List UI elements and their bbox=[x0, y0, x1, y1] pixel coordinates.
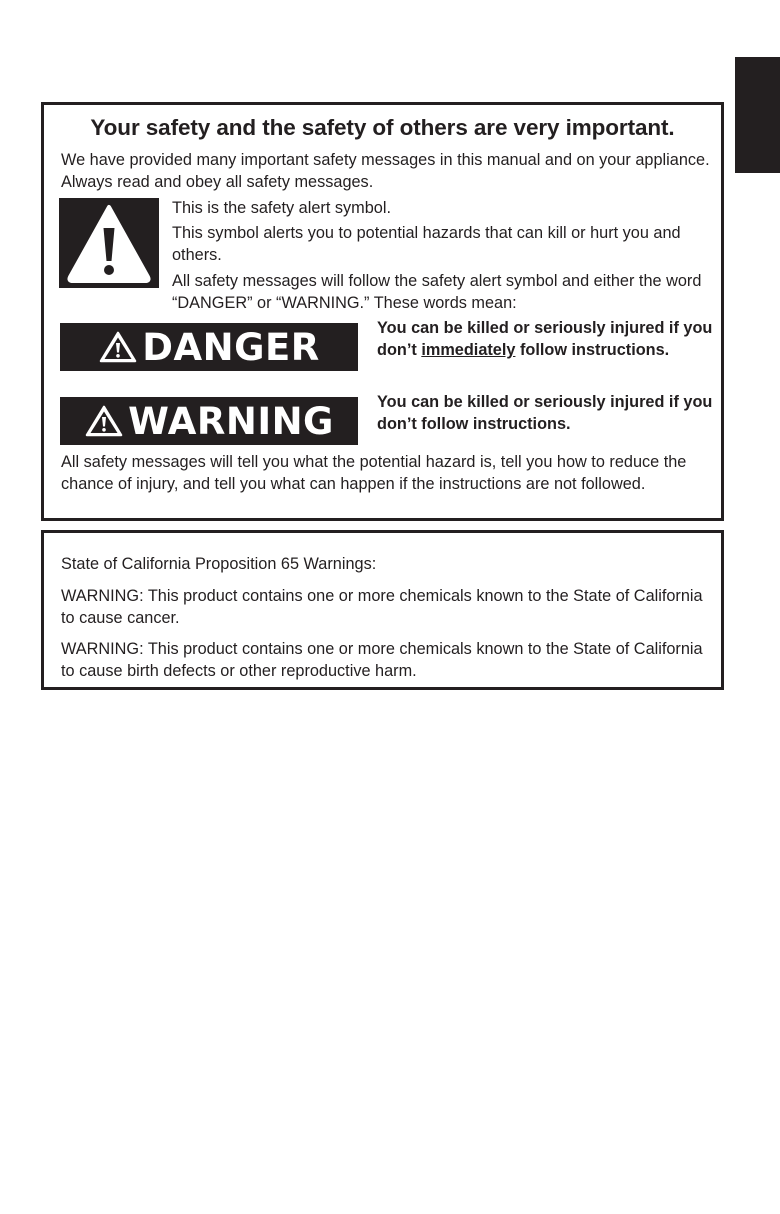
danger-description bbox=[377, 317, 717, 361]
danger-description-emphasis: immediately bbox=[421, 341, 516, 359]
prop65-box bbox=[41, 530, 724, 690]
symbol-description-2: This symbol alerts you to potential hazards that can kill or hurt you and others. bbox=[172, 224, 681, 264]
alert-triangle-icon bbox=[84, 404, 124, 438]
warning-label: WARNING bbox=[128, 399, 334, 443]
danger-banner bbox=[60, 323, 358, 371]
safety-closing: All safety messages will tell you what the potential hazard is, tell you how to reduce the chance of injury, and tell you what can happen if the instructions are not followed. bbox=[61, 453, 687, 493]
symbol-description-3: All safety messages will follow the safety alert symbol and either the word “DANGER” or “WARNING.” These words mean: bbox=[172, 272, 702, 312]
symbol-description-1: This is the safety alert symbol. bbox=[172, 199, 391, 217]
section-tab bbox=[735, 57, 780, 173]
danger-description-part2: follow instructions. bbox=[515, 341, 670, 359]
safety-heading: Your safety and the safety of others are very important. bbox=[90, 115, 675, 140]
safety-alert-symbol-icon bbox=[59, 198, 159, 288]
warning-banner bbox=[60, 397, 358, 445]
prop65-reproductive-warning: WARNING: This product contains one or more chemicals known to the State of California to cause birth defects or other reproductive harm. bbox=[61, 640, 703, 680]
warning-description: You can be killed or seriously injured if you don’t follow instructions. bbox=[377, 393, 713, 433]
prop65-title: State of California Proposition 65 Warnings: bbox=[61, 555, 377, 573]
danger-label: DANGER bbox=[142, 325, 320, 369]
safety-notice-box bbox=[41, 102, 724, 521]
safety-intro: We have provided many important safety messages in this manual and on your appliance. Always read and obey all safety messages. bbox=[61, 151, 710, 191]
alert-triangle-icon bbox=[98, 330, 138, 364]
prop65-cancer-warning: WARNING: This product contains one or more chemicals known to the State of California to cause cancer. bbox=[61, 587, 703, 627]
danger-description-part1: You can be killed or seriously injured if you don’t bbox=[377, 319, 713, 359]
